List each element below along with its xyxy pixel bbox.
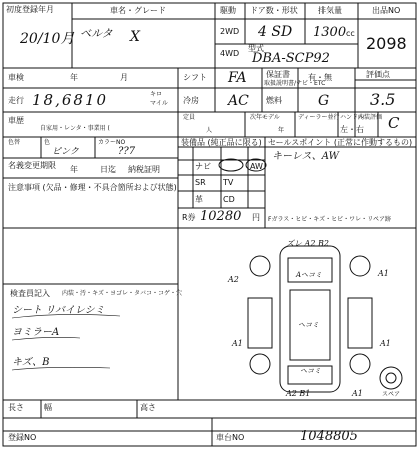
- length-label: 長さ: [8, 403, 24, 412]
- equip-sr: SR: [195, 178, 206, 187]
- navi-check-circle-icon: [216, 157, 246, 173]
- shift-value: FA: [228, 70, 247, 86]
- mark-front: ズレ A2 B2: [286, 239, 329, 248]
- ac-label: 冷房: [183, 96, 199, 105]
- dealer-label: ディーラー並行: [298, 114, 340, 121]
- inspector-options: 内装・汚・キズ・ヨゴレ・タバコ・コゲ・穴: [62, 290, 183, 297]
- mark-roof: ヘコミ: [298, 321, 319, 329]
- mark-left-rear: A1: [232, 339, 243, 348]
- first-reg-label: 初度登録年月: [6, 5, 54, 14]
- mileage-value: 18,6810: [32, 91, 109, 109]
- vehicle-damage-diagram: [230, 238, 390, 400]
- equipment-label: 装備品 (純正品に限る): [181, 138, 262, 147]
- glass-label: Fガラス・ヒビ・キズ・ヒビ・ワレ・リペア跡: [268, 216, 392, 223]
- door-left-outline: [248, 298, 272, 348]
- displacement-label: 排気量: [318, 6, 342, 15]
- displacement-value: 1300: [313, 25, 347, 40]
- mark-rear-right: A1: [352, 389, 363, 398]
- inspector-label: 検査員記入: [10, 289, 50, 298]
- inspection-label: 車検: [8, 73, 24, 82]
- score-value: 3.5: [370, 90, 396, 109]
- sales-point-value: キーレス、AW: [272, 151, 339, 162]
- interior-label: 内装評価: [358, 114, 383, 121]
- inspection-year: 年: [70, 73, 78, 82]
- capacity-label: 定員: [183, 114, 196, 121]
- color-change-label: 色替: [8, 139, 21, 146]
- r-ticket-value: 10280: [200, 209, 242, 224]
- chassis-value: 1048805: [300, 429, 358, 444]
- mileage-label: 走行: [8, 96, 24, 105]
- mile-unit: マイル: [150, 100, 168, 107]
- mark-rear: A2 B1: [286, 389, 311, 398]
- chassis-label: 車台NO: [216, 433, 245, 442]
- grade: X: [130, 29, 140, 45]
- name-change-label: 名義変更期限: [8, 161, 56, 170]
- name-change-year: 年: [70, 165, 78, 174]
- tax-label: 納税証明: [128, 165, 160, 174]
- equip-navi: ナビ: [195, 162, 211, 171]
- next-model-label: 次年モデル: [250, 114, 280, 121]
- history-label: 車歴: [8, 116, 24, 125]
- reg-no-label: 登録NO: [8, 433, 37, 442]
- inspector-note-1: シート リバイレシミ: [12, 305, 105, 316]
- mark-trunk: ヘコミ: [300, 367, 321, 375]
- width-label: 幅: [44, 403, 52, 412]
- lot-label: 出品NO: [372, 6, 401, 15]
- name-change-day: 日迄: [100, 165, 116, 174]
- score-label: 評価点: [366, 70, 390, 79]
- interior-value: C: [388, 114, 400, 132]
- handle-label: ハンドル: [340, 114, 365, 121]
- aw-check-circle-icon: [244, 157, 268, 173]
- door-right-outline: [348, 298, 372, 348]
- fuel-label: 燃料: [266, 96, 282, 105]
- fuel-value: G: [318, 93, 330, 109]
- wheel-rear-right: [350, 354, 370, 374]
- mark-right-front: A1: [378, 269, 389, 278]
- drive-4wd: 4WD: [220, 49, 240, 58]
- shift-label: シフト: [183, 73, 207, 82]
- spare-tire-icon: [378, 365, 404, 391]
- equip-aw: AW: [250, 162, 263, 171]
- capacity-unit: 人: [206, 127, 213, 134]
- drive-2wd: 2WD: [220, 27, 240, 36]
- next-model-unit: 年: [278, 127, 285, 134]
- handle-value: 左・右: [340, 125, 364, 134]
- car-name-label: 車名・グレード: [110, 6, 166, 15]
- ac-value: AC: [228, 93, 249, 109]
- inspector-note-2: ヨミラーA: [12, 327, 60, 338]
- spare-label: スペア: [382, 391, 401, 398]
- door-label: ドア数・形状: [250, 6, 298, 15]
- history-sub: 自家用・レンタ・事業用 (: [40, 125, 110, 132]
- r-ticket-unit: 円: [252, 213, 260, 222]
- model-value: DBA-SCP92: [252, 51, 330, 66]
- first-reg-value: 20/10月: [20, 31, 75, 47]
- warranty-label: 保証書: [266, 70, 290, 79]
- inspector-note-3: キズ、B: [12, 357, 50, 368]
- cc-unit: cc: [346, 29, 355, 38]
- r-ticket-label: R券: [182, 213, 196, 222]
- height-label: 高さ: [140, 403, 156, 412]
- model-label: 型式: [248, 44, 264, 53]
- equip-leather: 革: [195, 195, 203, 204]
- wheel-front-left: [250, 256, 270, 276]
- lot-value: 2098: [366, 34, 407, 53]
- warranty-sub: 取扱説明書/ナビ・ETC: [264, 80, 326, 87]
- km-unit: キロ: [150, 91, 163, 98]
- drive-label: 駆動: [220, 6, 236, 15]
- mark-hood: Aヘコミ: [296, 271, 323, 279]
- color-no-label: カラーNO: [98, 139, 126, 146]
- color-value: ピンク: [52, 147, 79, 157]
- color-label: 色: [44, 139, 51, 146]
- door-value: 4 SD: [258, 24, 293, 40]
- equip-tv: TV: [223, 178, 234, 187]
- car-name: ベルタ: [80, 27, 113, 40]
- color-no-value: ??7: [118, 146, 136, 157]
- notes-label: 注意事項 (欠品・修理・不具合箇所および状態): [8, 183, 177, 192]
- inspection-month: 月: [120, 73, 128, 82]
- warranty-value: 有・無: [308, 73, 332, 82]
- mark-left-front: A2: [228, 275, 239, 284]
- equip-cd: CD: [223, 195, 235, 204]
- wheel-rear-left: [250, 354, 270, 374]
- wheel-front-right: [350, 256, 370, 276]
- mark-right-rear: A1: [380, 339, 391, 348]
- sales-point-label: セールスポイント (正常に作動するもの): [268, 138, 413, 147]
